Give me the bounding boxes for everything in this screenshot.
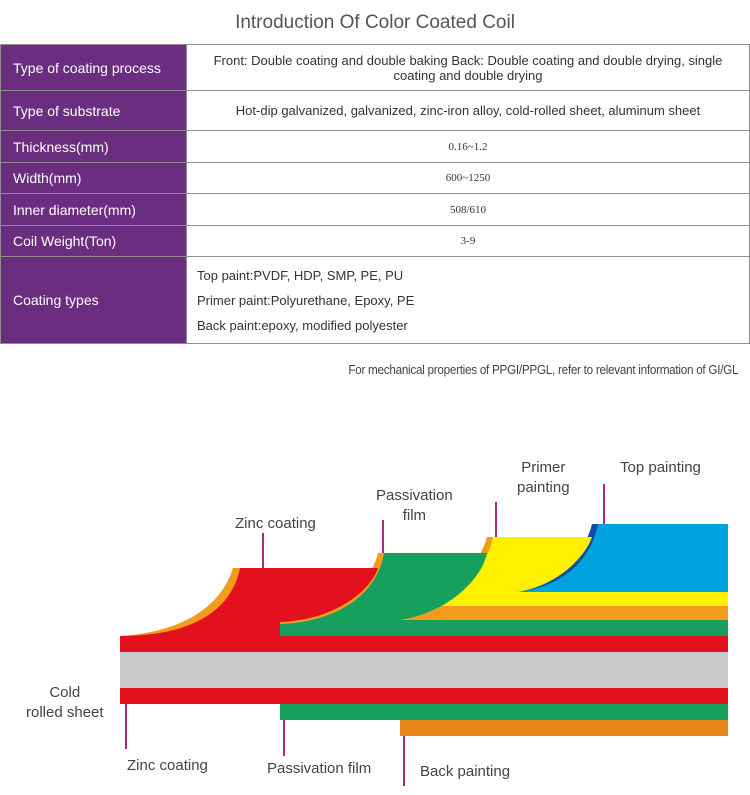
- label-back-painting: Back painting: [420, 763, 511, 780]
- row-value: Front: Double coating and double baking Back: Double coating and double drying, single coating and double drying: [187, 45, 750, 91]
- row-label: Coil Weight(Ton): [1, 226, 187, 257]
- label-primer-line2: painting: [517, 479, 570, 496]
- table-row: [1, 131, 750, 163]
- mechanical-note: For mechanical properties of PPGI/PPGL, refer to relevant information of GI/GL: [348, 362, 738, 377]
- page-title: Introduction Of Color Coated Coil: [235, 12, 515, 33]
- label-cold-rolled: [26, 683, 104, 723]
- coating-type-back: Back paint:epoxy, modified polyester: [197, 317, 408, 333]
- row-value: 0.16~1.2: [187, 131, 750, 163]
- row-label: Type of coating process: [1, 45, 187, 91]
- row-label: Width(mm): [1, 163, 187, 194]
- label-top-painting: Top painting: [620, 459, 701, 476]
- coating-type-top: Top paint:PVDF, HDP, SMP, PE, PU: [197, 267, 404, 283]
- row-label: Thickness(mm): [1, 131, 187, 163]
- primer-orange-strip: [400, 606, 728, 620]
- leader-back: [403, 736, 405, 786]
- spec-table: [0, 44, 750, 344]
- label-passivation-bottom: Passivation film: [267, 760, 372, 777]
- row-value: Hot-dip galvanized, galvanized, zinc-iron alloy, cold-rolled sheet, aluminum sheet: [187, 91, 750, 131]
- label-zinc-top: Zinc coating: [235, 515, 316, 532]
- table-row: [1, 45, 750, 91]
- row-value: [187, 257, 750, 344]
- zinc-top-strip: [120, 636, 728, 652]
- row-value: 600~1250: [187, 163, 750, 194]
- coil-layer-diagram: [0, 380, 750, 795]
- label-passivation-top: [376, 486, 453, 526]
- coating-type-primer: Primer paint:Polyurethane, Epoxy, PE: [197, 292, 415, 308]
- leader-top-paint: [603, 484, 605, 524]
- leader-cold: [125, 704, 127, 749]
- row-value: 508/610: [187, 194, 750, 226]
- row-value: 3-9: [187, 226, 750, 257]
- label-primer: [517, 458, 570, 498]
- table-row: [1, 163, 750, 194]
- zinc-bottom-strip: [120, 688, 728, 704]
- label-primer-line1: Primer: [521, 459, 566, 476]
- row-label: Inner diameter(mm): [1, 194, 187, 226]
- table-row: [1, 226, 750, 257]
- label-zinc-bottom: Zinc coating: [127, 757, 208, 774]
- back-paint-strip: [400, 720, 728, 736]
- leader-zinc-top: [262, 533, 264, 568]
- row-label: Type of substrate: [1, 91, 187, 131]
- label-passivation-top-line2: film: [402, 507, 427, 524]
- leader-passivation-bottom: [283, 720, 285, 756]
- leader-primer: [495, 502, 497, 537]
- row-label: Coating types: [1, 257, 187, 344]
- table-row: [1, 257, 750, 344]
- label-passivation-top-line1: Passivation: [376, 487, 453, 504]
- table-row: [1, 91, 750, 131]
- label-cold-line2: rolled sheet: [26, 704, 104, 721]
- passivation-bottom-strip: [280, 704, 728, 720]
- table-row: [1, 194, 750, 226]
- label-cold-line1: Cold: [49, 684, 81, 701]
- cold-rolled-steel: [120, 652, 728, 688]
